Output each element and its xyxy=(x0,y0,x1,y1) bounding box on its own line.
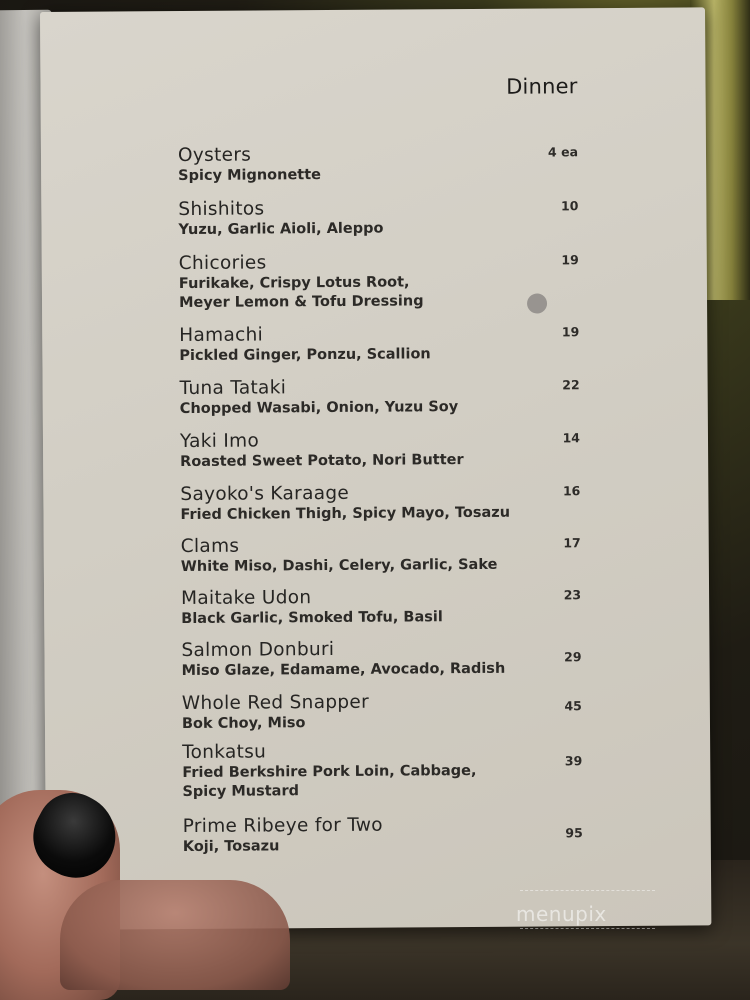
item-description: Bok Choy, Miso xyxy=(181,715,306,733)
item-price: 29 xyxy=(564,649,582,665)
item-name: Salmon Donburi xyxy=(181,638,335,662)
watermark-divider-bottom xyxy=(520,928,655,929)
menu-item xyxy=(182,690,582,742)
item-name: Tuna Tataki xyxy=(179,377,287,400)
menu-item xyxy=(181,637,581,693)
watermark-logo: menupix xyxy=(516,902,607,926)
item-price: 16 xyxy=(562,483,581,499)
item-description: Furikake, Crispy Lotus Root, xyxy=(178,274,410,293)
item-description-line-2: Meyer Lemon & Tofu Dressing xyxy=(178,293,424,312)
menu-item xyxy=(178,142,578,199)
menu-item-list xyxy=(178,142,583,860)
menu-item xyxy=(180,481,580,536)
menu-item xyxy=(182,739,583,816)
item-name: Oysters xyxy=(177,144,252,167)
item-price: 95 xyxy=(565,825,583,841)
item-price: 10 xyxy=(560,198,579,214)
menu-item xyxy=(179,250,579,325)
hand-fingers xyxy=(60,880,290,990)
item-description-line-2: Spicy Mustard xyxy=(182,783,300,801)
menu-item xyxy=(183,813,583,860)
menu-card xyxy=(40,7,711,930)
item-price: 45 xyxy=(564,698,582,714)
item-description: Spicy Mignonette xyxy=(178,167,322,185)
item-name: Shishitos xyxy=(178,198,265,221)
item-price: 14 xyxy=(562,430,581,446)
item-name: Hamachi xyxy=(179,324,264,347)
item-price: 23 xyxy=(563,587,582,603)
item-price: 39 xyxy=(564,753,583,769)
menu-item xyxy=(180,375,580,431)
item-description: Roasted Sweet Potato, Nori Butter xyxy=(180,452,464,471)
menu-item xyxy=(181,585,581,640)
item-description: Fried Chicken Thigh, Spicy Mayo, Tosazu xyxy=(180,504,511,524)
menu-item xyxy=(180,428,580,484)
watermark-divider xyxy=(520,890,655,891)
item-price: 19 xyxy=(561,324,580,340)
item-name: Whole Red Snapper xyxy=(181,691,370,715)
item-name: Maitake Udon xyxy=(181,587,312,610)
item-name: Prime Ribeye for Two xyxy=(182,814,383,838)
menu-item xyxy=(178,196,578,253)
item-description: Koji, Tosazu xyxy=(182,838,280,856)
section-title: Dinner xyxy=(506,74,578,99)
item-name: Tonkatsu xyxy=(182,741,267,764)
menu-item xyxy=(181,533,581,588)
item-name: Clams xyxy=(180,535,240,558)
item-description: Chopped Wasabi, Onion, Yuzu Soy xyxy=(179,399,459,418)
item-description: Miso Glaze, Edamame, Avocado, Radish xyxy=(181,660,506,680)
menu-item xyxy=(179,322,579,378)
item-price: 19 xyxy=(561,252,579,268)
item-name: Yaki Imo xyxy=(179,430,260,453)
item-description: Pickled Ginger, Ponzu, Scallion xyxy=(179,346,431,365)
item-description: Yuzu, Garlic Aioli, Aleppo xyxy=(178,220,384,239)
item-description: Black Garlic, Smoked Tofu, Basil xyxy=(181,609,443,628)
item-name: Chicories xyxy=(178,252,267,275)
item-name: Sayoko's Karaage xyxy=(180,482,350,506)
item-description: Fried Berkshire Pork Loin, Cabbage, xyxy=(182,762,477,782)
item-price: 17 xyxy=(563,535,581,551)
item-price: 22 xyxy=(562,377,580,393)
item-description: White Miso, Dashi, Celery, Garlic, Sake xyxy=(180,556,498,576)
item-price: 4 ea xyxy=(547,144,579,160)
